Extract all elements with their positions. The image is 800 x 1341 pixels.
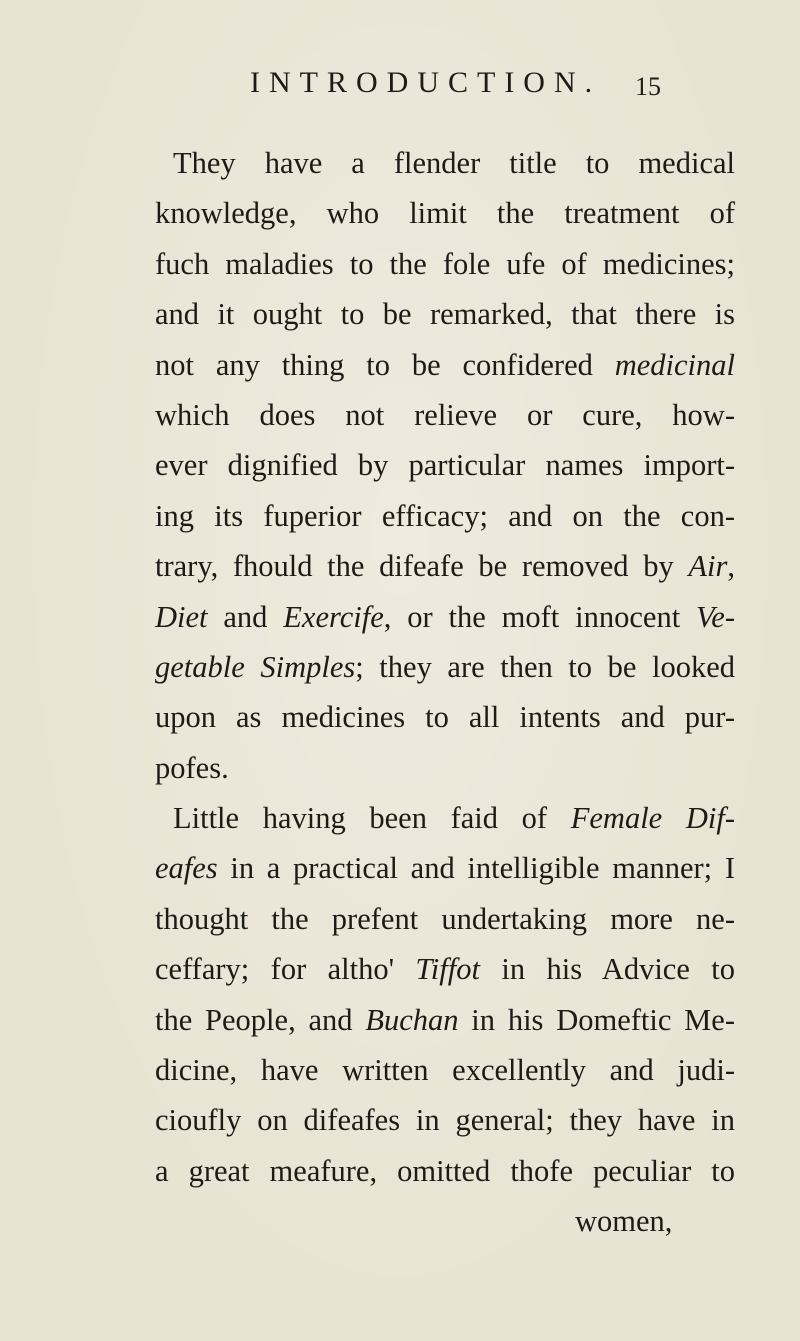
text-segment: dicine, have written excellently and judi-	[155, 1053, 735, 1088]
text-segment: trary, fhould the difeafe be removed by	[155, 549, 689, 584]
text-segment: ; they are then to be looked	[355, 649, 735, 684]
text-line	[155, 642, 735, 692]
text-segment: in his Advice to	[479, 952, 735, 987]
text-segment: pofes.	[155, 750, 229, 785]
running-head: INTRODUCTION.	[250, 66, 602, 99]
text-line	[155, 793, 735, 843]
text-segment: ever dignified by particular names import-	[155, 448, 735, 483]
text-line	[155, 944, 735, 994]
text-segment: the People, and	[155, 1002, 366, 1037]
text-line	[155, 188, 735, 238]
text-line	[155, 541, 735, 591]
text-line	[155, 1146, 735, 1196]
catchword: women,	[575, 1204, 673, 1239]
italic-text-segment: medicinal	[614, 347, 735, 382]
text-segment: upon as medicines to all intents and pur-	[155, 700, 735, 735]
italic-text-segment: Ve-	[696, 599, 735, 634]
italic-text-segment: Female Dif-	[570, 801, 735, 836]
italic-text-segment: getable Simples	[155, 649, 356, 684]
text-line	[155, 743, 735, 793]
text-segment: not any thing to be confidered	[155, 347, 615, 382]
page-number: 15	[635, 72, 661, 101]
text-segment: which does not relieve or cure, how-	[155, 397, 735, 432]
text-segment: ing its fuperior efficacy; and on the con-	[155, 498, 735, 533]
text-segment: They have a flender title to medical	[173, 146, 735, 180]
text-line	[155, 239, 735, 289]
text-segment: in his Domeftic Me-	[458, 1002, 735, 1037]
italic-text-segment: Air	[688, 549, 728, 584]
text-line	[155, 894, 735, 944]
text-segment: and	[207, 599, 284, 634]
text-segment: a great meafure, omitted thofe peculiar to	[155, 1153, 735, 1188]
text-line	[155, 440, 735, 490]
italic-text-segment: eafes	[155, 851, 218, 886]
body-text	[155, 138, 735, 1247]
text-segment: fuch maladies to the fole ufe of medicines;	[155, 246, 735, 281]
text-segment: and it ought to be remarked, that there is	[155, 297, 735, 332]
text-line	[155, 138, 735, 188]
text-segment: Little having been faid of	[173, 801, 571, 836]
italic-text-segment: Exercife	[283, 599, 384, 634]
text-line	[155, 340, 735, 390]
text-line	[155, 843, 735, 893]
page-header	[250, 66, 710, 106]
italic-text-segment: Tiffot	[415, 952, 480, 987]
text-segment: ,	[727, 549, 735, 584]
text-line	[155, 390, 735, 440]
text-segment: thought the prefent undertaking more ne-	[155, 901, 735, 936]
text-line	[155, 289, 735, 339]
text-line	[155, 1045, 735, 1095]
text-line	[155, 592, 735, 642]
text-line	[155, 692, 735, 742]
italic-text-segment: Buchan	[365, 1002, 459, 1037]
text-segment: ceffary; for altho'	[155, 952, 416, 987]
text-segment: , or the moft innocent	[383, 599, 697, 634]
italic-text-segment: Diet	[155, 599, 208, 634]
text-line	[155, 491, 735, 541]
text-line	[155, 1095, 735, 1145]
text-segment: knowledge, who limit the treatment of	[155, 196, 735, 231]
text-segment: cioufly on difeafes in general; they have in	[155, 1103, 735, 1138]
text-segment: in a practical and intelligible manner; I	[217, 851, 735, 886]
text-line	[155, 995, 735, 1045]
